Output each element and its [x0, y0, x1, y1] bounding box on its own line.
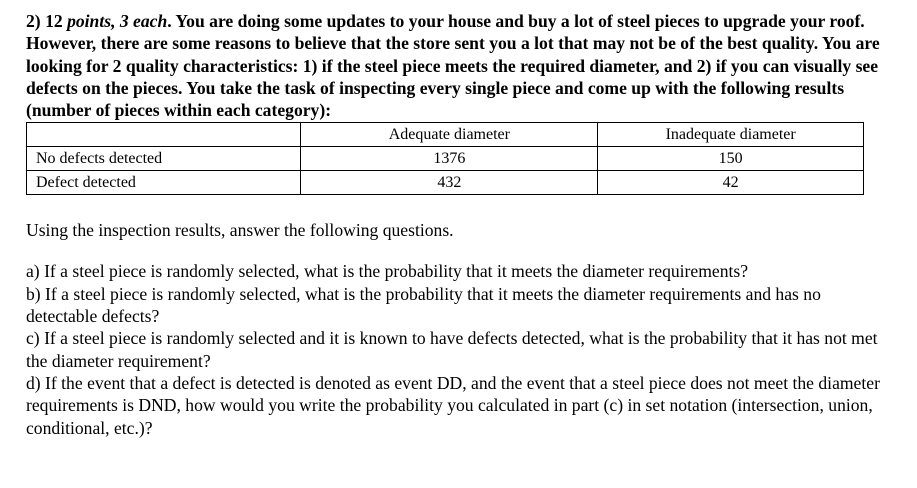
inspection-results-table — [26, 122, 864, 195]
problem-body: . You are doing some updates to your house and buy a lot of steel pieces to upgrade your roof. However, there are some reasons to believe that the store sent you a lot that may not be of the best quality. You are looking for 2 quality characteristics: 1) if the steel piece meets the required diameter, and 2) if you can visually see defects on the pieces. You take the task of inspecting every single piece and come up with the following results (number of pieces within each category): — [26, 11, 880, 121]
question-item: d) If the event that a defect is detected is denoted as event DD, and the event that a steel piece does not meet the diameter requirements is DND, how would you write the probability you calculated in part (c) in set notation (intersection, union, conditional, etc.)? — [26, 372, 880, 438]
question-item: c) If a steel piece is randomly selected and it is known to have defects detected, what is the probability that it has not met the diameter requirement? — [26, 328, 878, 371]
problem-points-text: points, 3 each — [67, 11, 168, 31]
table-header-row — [27, 123, 864, 147]
question-item: b) If a steel piece is randomly selected, what is the probability that it meets the diameter requirements and has no detectable defects? — [26, 283, 821, 327]
table-row — [27, 171, 864, 195]
table-header-cell: Adequate diameter — [301, 123, 598, 147]
problem-number: 2) — [26, 11, 41, 31]
problem-statement — [26, 10, 896, 121]
table-header-cell — [27, 123, 301, 147]
problem-points: 12 — [45, 11, 63, 31]
instruction-text: Using the inspection results, answer the following questions. — [26, 220, 454, 241]
table-row — [27, 147, 864, 171]
problem-page — [26, 10, 896, 439]
table-cell: 150 — [598, 147, 864, 171]
table-cell: 42 — [598, 171, 864, 195]
table-cell: 432 — [301, 171, 598, 195]
row-label: Defect detected — [27, 171, 301, 195]
row-label: No defects detected — [27, 147, 301, 171]
table-cell: 1376 — [301, 147, 598, 171]
table-header-cell: Inadequate diameter — [598, 123, 864, 147]
question-item: a) If a steel piece is randomly selected, what is the probability that it meets the diameter requirements? — [26, 261, 749, 282]
question-list — [26, 260, 896, 438]
